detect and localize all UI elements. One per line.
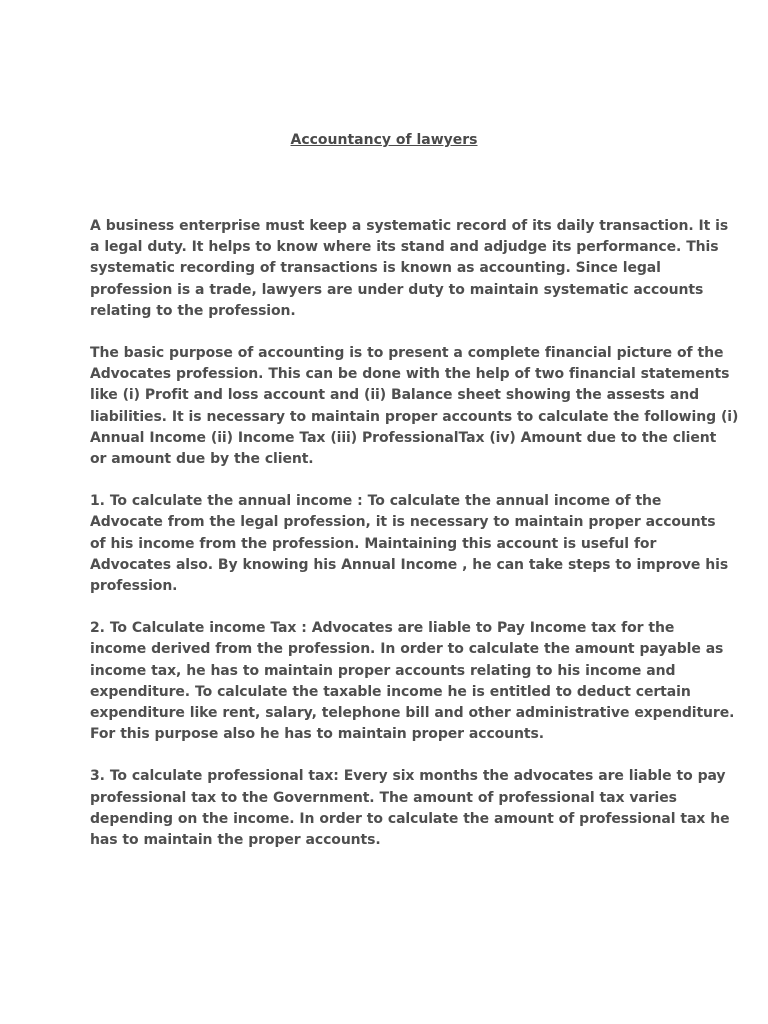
paragraph-professional-tax bbox=[90, 766, 730, 851]
paragraph-annual-income bbox=[90, 491, 729, 597]
text-line: 2. To Calculate income Tax : Advocates are liable to Pay Income tax for the bbox=[90, 620, 675, 637]
text-line: depending on the income. In order to calculate the amount of professional tax he bbox=[90, 810, 730, 827]
text-line: For this purpose also he has to maintain proper accounts. bbox=[90, 726, 544, 743]
text-line: 1. To calculate the annual income : To calculate the annual income of the bbox=[90, 493, 662, 510]
text-line: has to maintain the proper accounts. bbox=[90, 832, 381, 849]
text-line: profession is a trade, lawyers are under duty to maintain systematic accounts bbox=[90, 281, 704, 298]
text-line: profession. bbox=[90, 578, 178, 595]
text-line: like (i) Profit and loss account and (ii) Balance sheet showing the assests and bbox=[90, 387, 699, 404]
text-line: systematic recording of transactions is known as accounting. Since legal bbox=[90, 260, 661, 277]
text-line: or amount due by the client. bbox=[90, 451, 314, 468]
paragraph-purpose bbox=[90, 343, 739, 470]
document-body bbox=[90, 216, 739, 872]
text-line: of his income from the profession. Maintaining this account is useful for bbox=[90, 535, 657, 552]
text-line: income tax, he has to maintain proper accounts relating to his income and bbox=[90, 662, 676, 679]
paragraph-intro bbox=[90, 216, 729, 322]
text-line: Advocate from the legal profession, it is necessary to maintain proper accounts bbox=[90, 514, 716, 531]
text-line: Advocates profession. This can be done with the help of two financial statements bbox=[90, 366, 730, 383]
text-line: Advocates also. By knowing his Annual Income , he can take steps to improve his bbox=[90, 556, 729, 573]
text-line: expenditure like rent, salary, telephone bill and other administrative expenditure. bbox=[90, 705, 735, 722]
text-line: A business enterprise must keep a systematic record of its daily transaction. It is bbox=[90, 218, 729, 234]
text-line: income derived from the profession. In order to calculate the amount payable as bbox=[90, 641, 724, 658]
document-title: Accountancy of lawyers bbox=[290, 132, 478, 148]
text-line: a legal duty. It helps to know where its stand and adjudge its performance. This bbox=[90, 239, 719, 256]
text-line: The basic purpose of accounting is to present a complete financial picture of the bbox=[90, 345, 724, 362]
text-line: relating to the profession. bbox=[90, 302, 296, 319]
text-line: 3. To calculate professional tax: Every six months the advocates are liable to pay bbox=[90, 768, 726, 785]
text-line: Annual Income (ii) Income Tax (iii) ProfessionalTax (iv) Amount due to the client bbox=[90, 429, 717, 446]
text-line: professional tax to the Government. The amount of professional tax varies bbox=[90, 789, 677, 806]
text-line: expenditure. To calculate the taxable income he is entitled to deduct certain bbox=[90, 683, 691, 700]
paragraph-income-tax bbox=[90, 618, 735, 745]
text-line: liabilities. It is necessary to maintain proper accounts to calculate the following (i) bbox=[90, 408, 739, 425]
